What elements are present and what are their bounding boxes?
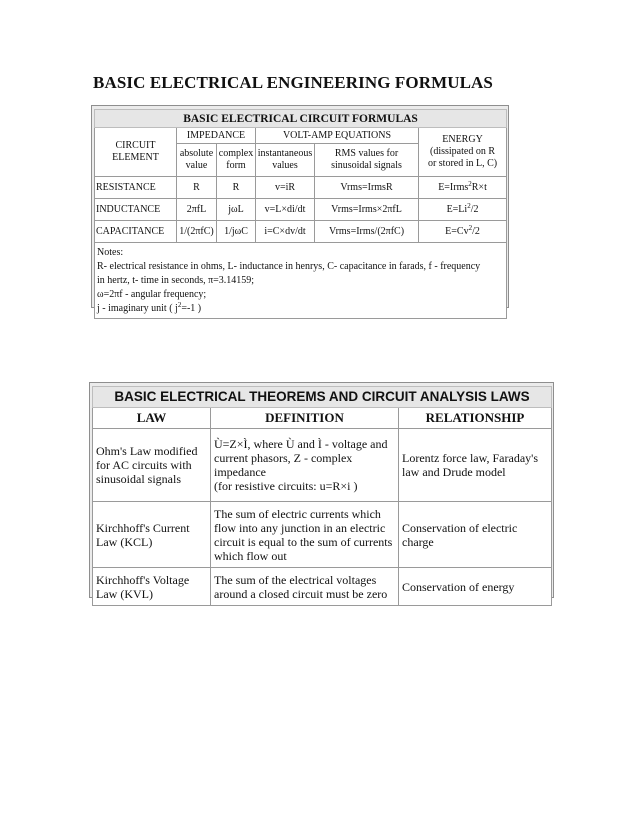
table-row [95, 199, 507, 221]
header-relationship: RELATIONSHIP [399, 408, 552, 429]
header-circuit-element: CIRCUIT ELEMENT [95, 128, 177, 177]
definition-cell: Ù=Z×Ì, where Ù and Ì - voltage and current phasors, Z - complex impedance (for resistive circuits: u=R×i ) [211, 429, 399, 502]
theorems-table-frame [89, 382, 554, 601]
row-rms: Vrms=Irms×2πfL [315, 199, 419, 221]
definition-cell: The sum of the electrical voltages around a closed circuit must be zero [211, 568, 399, 606]
row-instantaneous: v=L×di/dt [256, 199, 315, 221]
header-definition: DEFINITION [211, 408, 399, 429]
row-energy: E=Irms$^2$R×t [419, 177, 507, 199]
table-row [93, 429, 552, 502]
page-title: BASIC ELECTRICAL ENGINEERING FORMULAS [93, 73, 493, 92]
formulas-table-frame [91, 105, 509, 314]
table-row [95, 177, 507, 199]
circuit-formulas-table [94, 109, 507, 319]
header-volt-amp: VOLT-AMP EQUATIONS [256, 128, 419, 144]
row-absolute: 2πfL [177, 199, 217, 221]
law-cell: Kirchhoff's Current Law (KCL) [93, 502, 211, 568]
table-row [93, 568, 552, 606]
row-complex: R [217, 177, 256, 199]
table-row [95, 221, 507, 243]
row-element: INDUCTANCE [95, 199, 177, 221]
formulas-caption: BASIC ELECTRICAL CIRCUIT FORMULAS [95, 110, 507, 128]
law-cell: Kirchhoff's Voltage Law (KVL) [93, 568, 211, 606]
row-rms: Vrms=IrmsR [315, 177, 419, 199]
header-absolute-value: absolute value [177, 144, 217, 177]
table-row [93, 502, 552, 568]
row-element: CAPACITANCE [95, 221, 177, 243]
law-cell: Ohm's Law modified for AC circuits with sinusoidal signals [93, 429, 211, 502]
notes-line: Notes: [97, 247, 124, 258]
header-impedance: IMPEDANCE [177, 128, 256, 144]
notes-line: j - imaginary unit ( $j^2=-1$ ) [97, 301, 202, 314]
row-energy: $E=Li^2/2$ [419, 199, 507, 221]
row-element: RESISTANCE [95, 177, 177, 199]
relationship-cell: Conservation of electric charge [399, 502, 552, 568]
relationship-cell: Conservation of energy [399, 568, 552, 606]
row-rms: Vrms=Irms/(2πfC) [315, 221, 419, 243]
row-absolute: R [177, 177, 217, 199]
relationship-cell: Lorentz force law, Faraday's law and Drude model [399, 429, 552, 502]
notes-line: R- electrical resistance in ohms, L- inductance in henrys, C- capacitance in farads, f - frequency [97, 261, 481, 272]
notes-cell [95, 243, 507, 319]
definition-cell: The sum of electric currents which flow into any junction in an electric circuit is equal to the sum of currents which flow out [211, 502, 399, 568]
row-energy: $E=Cv^2/2$ [419, 221, 507, 243]
notes-line: in hertz, t- time in seconds, π=3.14159; [97, 275, 255, 286]
row-instantaneous: i=C×dv/dt [256, 221, 315, 243]
header-instantaneous: instantaneous values [256, 144, 315, 177]
header-law: LAW [93, 408, 211, 429]
row-absolute: 1/(2πfC) [177, 221, 217, 243]
row-complex: 1/jωC [217, 221, 256, 243]
row-complex: jωL [217, 199, 256, 221]
header-energy: ENERGY (dissipated on R or stored in L, C) [419, 128, 507, 177]
theorems-caption: BASIC ELECTRICAL THEOREMS AND CIRCUIT ANALYSIS LAWS [93, 387, 552, 408]
header-rms: RMS values for sinusoidal signals [315, 144, 419, 177]
notes-line: ω=2πf - angular frequency; [97, 289, 207, 300]
row-instantaneous: v=iR [256, 177, 315, 199]
theorems-table [92, 386, 552, 606]
header-complex-form: complex form [217, 144, 256, 177]
